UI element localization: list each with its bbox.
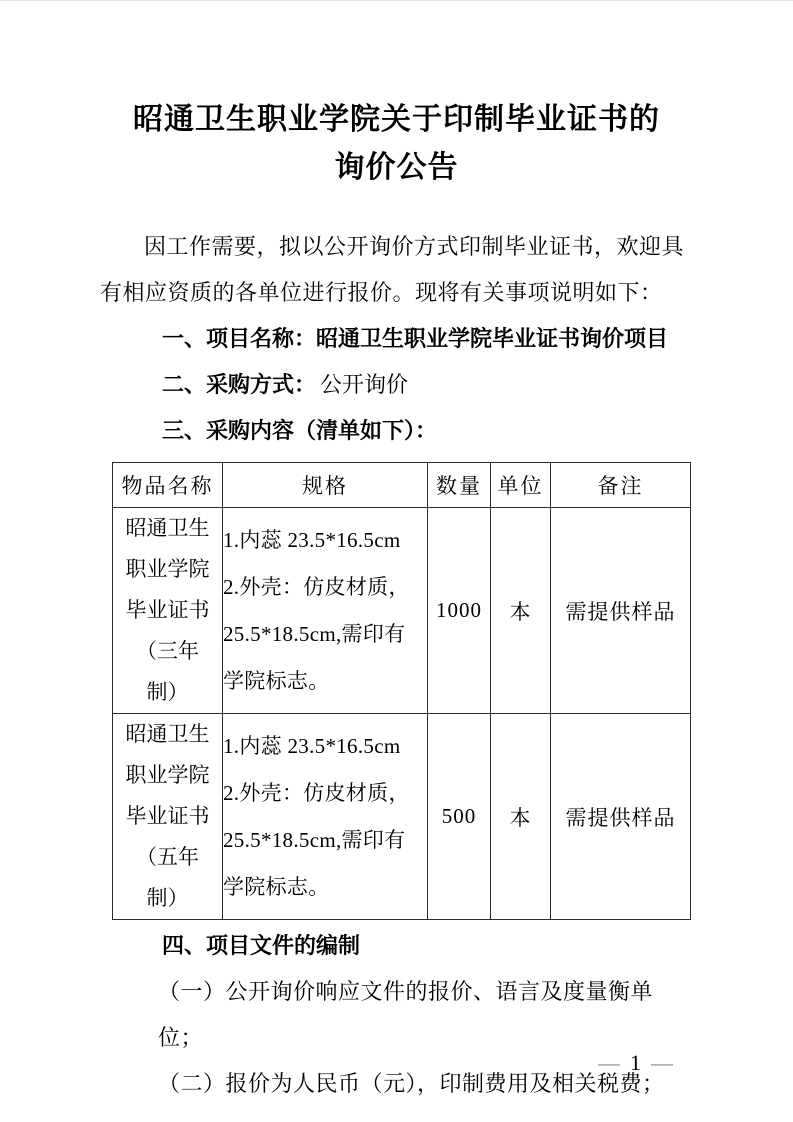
spec-line: 2.外壳：仿皮材质， — [223, 574, 410, 599]
item-name-line: （五年 — [136, 845, 199, 869]
spec-line: 1.内蕊 23.5*16.5cm — [223, 527, 401, 552]
section-2-procurement-method — [100, 362, 693, 408]
intro-paragraph: 因工作需要，拟以公开询价方式印制毕业证书，欢迎具有相应资质的各单位进行报价。现将有关事项说明如下： — [100, 234, 685, 305]
page-number-right-dash: — — [651, 1050, 673, 1075]
spec-line: 2.外壳：仿皮材质， — [223, 780, 410, 805]
item-name-line: （三年 — [136, 639, 199, 663]
section-3-procurement-content — [100, 408, 693, 454]
col-header-item-name: 物品名称 — [113, 463, 223, 508]
section-1-label: 一、项目名称： — [162, 326, 317, 351]
page-title — [100, 96, 693, 192]
section-4-label: 四、项目文件的编制 — [162, 933, 361, 958]
item-name-cell — [113, 714, 223, 920]
section-4-subitem-1: （一）公开询价响应文件的报价、语言及度量衡单位； — [158, 979, 654, 1050]
item-quantity-cell: 500 — [428, 714, 491, 920]
section-2-value: 公开询价 — [320, 372, 409, 397]
item-note-cell: 需提供样品 — [551, 508, 691, 714]
item-name-line: 毕业证书 — [125, 804, 210, 828]
col-header-unit: 单位 — [491, 463, 551, 508]
item-name-line: 职业学院 — [125, 763, 210, 787]
section-1-project-name — [100, 316, 693, 362]
spec-line: 1.内蕊 23.5*16.5cm — [223, 733, 401, 758]
section-1-value: 昭通卫生职业学院毕业证书询价项目 — [316, 326, 669, 351]
page-number-left-dash: — — [598, 1050, 620, 1075]
title-line-2: 询价公告 — [334, 151, 459, 184]
item-name-line: 职业学院 — [125, 557, 210, 581]
item-name-line: 毕业证书 — [125, 598, 210, 622]
table-row — [113, 714, 691, 920]
page-number — [598, 1049, 673, 1077]
item-unit-cell: 本 — [491, 508, 551, 714]
item-quantity-cell: 1000 — [428, 508, 491, 714]
spec-line: 25.5*18.5cm,需印有 — [223, 621, 406, 646]
item-name-cell — [113, 508, 223, 714]
table-row — [113, 508, 691, 714]
section-4-heading — [100, 923, 693, 969]
spec-line: 25.5*18.5cm,需印有 — [223, 827, 406, 852]
col-header-spec: 规格 — [223, 463, 428, 508]
item-spec-cell — [223, 508, 428, 714]
spec-line: 学院标志。 — [223, 874, 330, 899]
procurement-items-table — [112, 462, 691, 920]
title-line-1: 昭通卫生职业学院关于印制毕业证书的 — [133, 103, 660, 136]
col-header-quantity: 数量 — [428, 463, 491, 508]
item-name-line: 制） — [146, 680, 189, 704]
section-4-subitem-2: （二）报价为人民币（元），印制费用及相关税费； — [158, 1071, 665, 1096]
page-number-value: 1 — [630, 1050, 641, 1075]
item-name-line: 昭通卫生 — [125, 722, 210, 746]
col-header-note: 备注 — [551, 463, 691, 508]
section-2-label: 二、采购方式： — [162, 372, 317, 397]
item-name-line: 昭通卫生 — [125, 516, 210, 540]
item-spec-cell — [223, 714, 428, 920]
table-header-row — [113, 463, 691, 508]
item-note-cell: 需提供样品 — [551, 714, 691, 920]
item-name-line: 制） — [146, 886, 189, 910]
spec-line: 学院标志。 — [223, 668, 330, 693]
section-3-label: 三、采购内容（清单如下）： — [162, 418, 438, 443]
item-unit-cell: 本 — [491, 714, 551, 920]
